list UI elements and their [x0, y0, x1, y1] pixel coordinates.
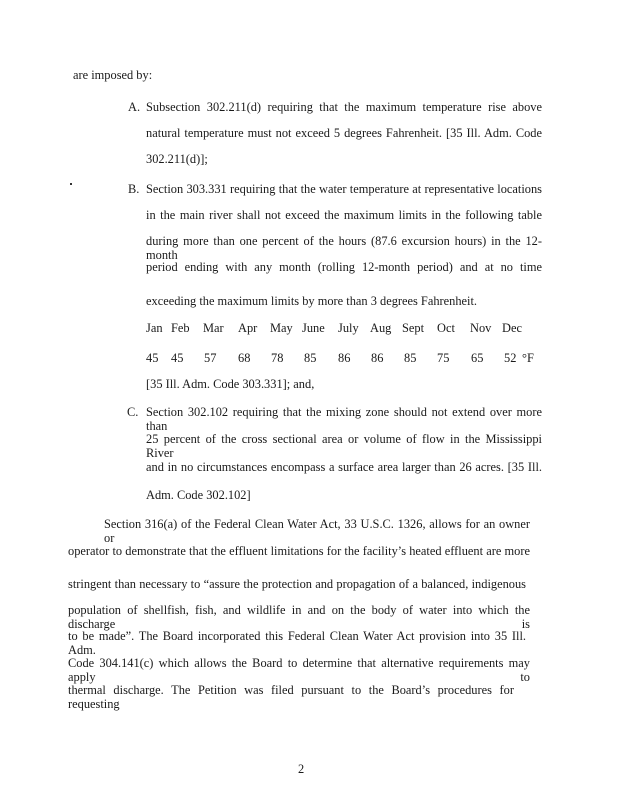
temperature-value: 45	[171, 351, 184, 365]
month-header: Oct	[437, 321, 455, 335]
temperature-value: 65	[471, 351, 484, 365]
item-c-line-1: Section 302.102 requiring that the mixing zone should not extend over more than	[146, 405, 542, 433]
item-b-line-4: period ending with any month (rolling 12-month period) and at no time	[146, 260, 542, 274]
temperature-value: 85	[404, 351, 417, 365]
item-c-line-4: Adm. Code 302.102]	[146, 488, 251, 502]
paragraph-line-4: population of shellfish, fish, and wildlife in and on the body of water into which the discharge is	[68, 603, 530, 631]
item-b-line-5: exceeding the maximum limits by more than 3 degrees Fahrenheit.	[146, 294, 478, 308]
item-c-label: C.	[127, 405, 139, 419]
temperature-value: 75	[437, 351, 450, 365]
month-header: Apr	[238, 321, 258, 335]
temperature-value: 68	[238, 351, 251, 365]
month-header: Jan	[146, 321, 163, 335]
item-b-label: B.	[128, 182, 140, 196]
intro-line: are imposed by:	[73, 68, 153, 82]
month-header: May	[270, 321, 293, 335]
item-b-line-2: in the main river shall not exceed the maximum limits in the following table	[146, 208, 542, 222]
month-header: Nov	[470, 321, 492, 335]
temperature-value: 45	[146, 351, 159, 365]
page-number: 2	[298, 762, 305, 776]
item-c-line-2: 25 percent of the cross sectional area or volume of flow in the Mississippi River	[146, 432, 542, 460]
temperature-value: 78	[271, 351, 284, 365]
paragraph-line-7: thermal discharge. The Petition was filed pursuant to the Board’s procedures for requesting	[68, 683, 514, 711]
item-a-line-2: natural temperature must not exceed 5 degrees Fahrenheit. [35 Ill. Adm. Code	[146, 126, 542, 140]
item-a-label: A.	[128, 100, 141, 114]
temperature-value: 85	[304, 351, 317, 365]
temperature-unit: °F	[522, 351, 534, 365]
month-header: June	[302, 321, 325, 335]
temperature-value: 86	[338, 351, 351, 365]
paragraph-line-1: Section 316(a) of the Federal Clean Water Act, 33 U.S.C. 1326, allows for an owner or	[104, 517, 530, 545]
paragraph-line-6: Code 304.141(c) which allows the Board to determine that alternative requirements may apply to	[68, 656, 530, 684]
item-c-line-3: and in no circumstances encompass a surface area larger than 26 acres. [35 Ill.	[146, 460, 542, 474]
month-header: Feb	[171, 321, 190, 335]
month-header: July	[338, 321, 359, 335]
scan-speck	[70, 183, 72, 185]
item-a-line-1: Subsection 302.211(d) requiring that the maximum temperature rise above	[146, 100, 542, 114]
paragraph-line-3: stringent than necessary to “assure the protection and propagation of a balanced, indigenous	[68, 577, 526, 591]
month-header: Dec	[502, 321, 522, 335]
temperature-value: 52	[504, 351, 517, 365]
item-b-citation: [35 Ill. Adm. Code 303.331]; and,	[146, 377, 315, 391]
month-header: Mar	[203, 321, 224, 335]
temperature-value: 86	[371, 351, 384, 365]
month-header: Aug	[370, 321, 392, 335]
month-header: Sept	[402, 321, 425, 335]
item-b-line-3: during more than one percent of the hours (87.6 excursion hours) in the 12-month	[146, 234, 542, 262]
item-a-line-3: 302.211(d)];	[146, 152, 208, 166]
paragraph-line-2: operator to demonstrate that the effluent limitations for the facility’s heated effluent are more	[68, 544, 530, 558]
paragraph-line-5: to be made”. The Board incorporated this Federal Clean Water Act provision into 35 Ill. Adm.	[68, 629, 526, 657]
temperature-value: 57	[204, 351, 217, 365]
item-b-line-1: Section 303.331 requiring that the water temperature at representative locations	[146, 182, 542, 196]
